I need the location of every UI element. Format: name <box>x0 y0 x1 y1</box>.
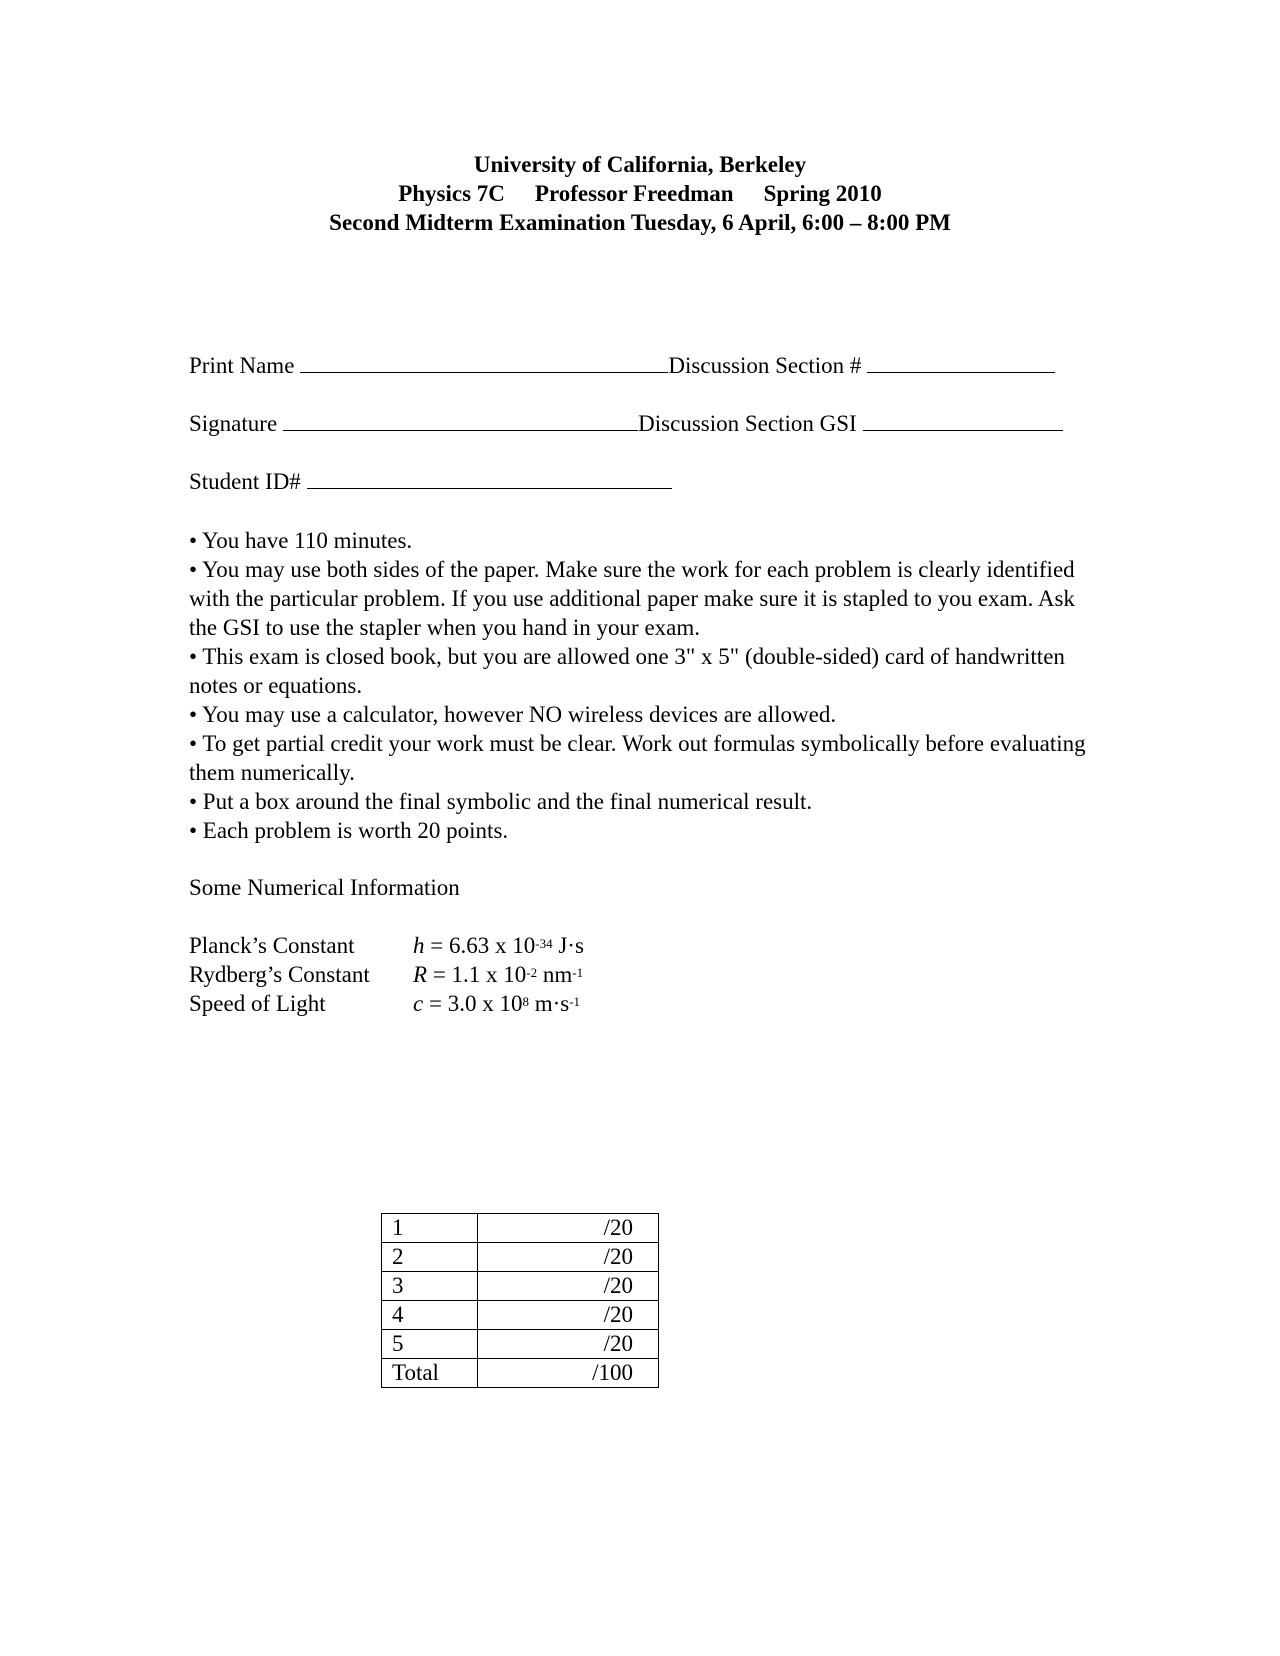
problem-points: /20 <box>478 1243 659 1272</box>
instruction-item: • You may use both sides of the paper. Make sure the work for each problem is clearly identified with the particular problem. If you use additional paper make sure it is stapled to you exam. Ask the GSI to use the stapler when you hand in your exam. <box>189 557 1075 640</box>
signature-row <box>189 410 1063 438</box>
constants-list <box>189 931 584 1018</box>
instruction-item: • Each problem is worth 20 points. <box>189 818 509 843</box>
constant-row-planck <box>189 931 584 960</box>
signature-label: Signature <box>189 411 278 436</box>
student-id-field[interactable] <box>307 468 672 489</box>
instruction-item: • To get partial credit your work must be clear. Work out formulas symbolically before evaluating them numerically. <box>189 731 1086 785</box>
name-row <box>189 352 1055 380</box>
numerical-info-title: Some Numerical Information <box>189 875 460 900</box>
problem-label: 4 <box>382 1301 478 1330</box>
table-row <box>382 1301 659 1330</box>
discussion-gsi-label: Discussion Section GSI <box>638 411 857 436</box>
total-label: Total <box>382 1359 478 1388</box>
instruction-item: • You may use a calculator, however NO wireless devices are allowed. <box>189 702 837 727</box>
instructions-list <box>189 526 1089 845</box>
problem-label: 5 <box>382 1330 478 1359</box>
table-row <box>382 1243 659 1272</box>
problem-points: /20 <box>478 1272 659 1301</box>
constant-row-light <box>189 989 584 1018</box>
constant-row-rydberg <box>189 960 584 989</box>
total-points: /100 <box>478 1359 659 1388</box>
problem-points: /20 <box>478 1301 659 1330</box>
constant-name: Rydberg’s Constant <box>189 962 370 987</box>
student-id-label: Student ID# <box>189 469 301 494</box>
constant-value: c = 3.0 x $10^8$ $m\cdot s^{-1}$ <box>413 991 581 1016</box>
problem-points: /20 <box>478 1214 659 1243</box>
discussion-gsi-field[interactable] <box>863 410 1063 431</box>
problem-label: 2 <box>382 1243 478 1272</box>
term: Spring 2010 <box>763 181 882 206</box>
instruction-item: • Put a box around the final symbolic and the final numerical result. <box>189 789 813 814</box>
discussion-section-field[interactable] <box>867 352 1055 373</box>
university-title: University of California, Berkeley <box>473 152 807 177</box>
discussion-section-label: Discussion Section # <box>668 353 862 378</box>
signature-field[interactable] <box>283 410 638 431</box>
constant-name: Planck’s Constant <box>189 933 355 958</box>
instruction-item: • This exam is closed book, but you are allowed one 3" x 5" (double-sided) card of handwritten notes or equations. <box>189 644 1065 698</box>
constant-value: R = 1.1 x $10^{-2}$ $nm^{-1}$ <box>413 962 584 987</box>
constant-value: h = 6.63 x $10^{-34}$ J·s <box>413 933 584 958</box>
score-table <box>381 1213 659 1388</box>
exam-header <box>0 150 1280 237</box>
table-row <box>382 1359 659 1388</box>
table-row <box>382 1214 659 1243</box>
student-id-row <box>189 468 672 496</box>
instruction-item: • You have 110 minutes. <box>189 528 413 553</box>
course-name: Physics 7C <box>398 181 505 206</box>
constant-name: Speed of Light <box>189 991 326 1016</box>
problem-label: 1 <box>382 1214 478 1243</box>
print-name-field[interactable] <box>300 352 668 373</box>
problem-label: 3 <box>382 1272 478 1301</box>
table-row <box>382 1330 659 1359</box>
professor-name: Professor Freedman <box>534 181 734 206</box>
exam-title: Second Midterm Examination Tuesday, 6 April, 6:00 – 8:00 PM <box>329 210 951 235</box>
table-row <box>382 1272 659 1301</box>
problem-points: /20 <box>478 1330 659 1359</box>
course-line <box>0 179 1280 208</box>
print-name-label: Print Name <box>189 353 295 378</box>
